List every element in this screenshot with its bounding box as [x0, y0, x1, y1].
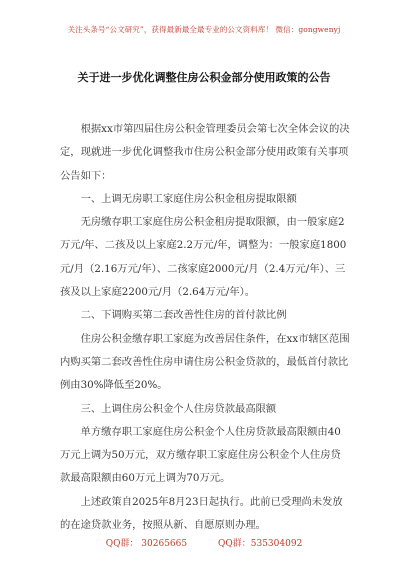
section-heading-3: 三、上调住房公积金个人住房贷款最高限额 — [80, 402, 277, 415]
section-body-3: 单方缴存职工家庭住房公积金个人住房贷款最高限额由40万元上调为50万元，双方缴存职工家庭住房公积金个人住房贷款最高限额由60万元上调为70万元。 — [60, 425, 341, 485]
section-heading-2: 二、下调购买第二套改善性住房的首付款比例 — [80, 309, 287, 322]
section-body-2: 住房公积金缴存职工家庭为改善居住条件，在xx市辖区范围内购买第二套改善性住房申请住房公积金贷款的，最低首付款比例由30%降低至20%。 — [60, 332, 350, 392]
document-body — [60, 118, 350, 537]
section-body-1: 无房缴存职工家庭住房公积金租房提取限额，由一般家庭2万元/年、二孩及以上家庭2.2万元/年，调整为：一般家庭1800元/月（2.16万元/年）、二孩家庭2000元/月（2.4万元/年）、三孩及以上家庭2200元/月（2.64万元/年）。 — [60, 216, 347, 299]
footer-qq-group-2: QQ群：535304092 — [218, 539, 303, 549]
intro-paragraph: 根据xx市第四届住房公积金管理委员会第七次全体会议的决定，现就进一步优化调整我市住房公积金部分使用政策有关事项公告如下： — [60, 123, 350, 182]
closing-paragraph: 上述政策自2025年8月23日起执行。此前已受理尚未发放的在途贷款业务，按照从新、自愿原则办理。 — [60, 495, 343, 532]
document-title: 关于进一步优化调整住房公积金部分使用政策的公告 — [77, 71, 331, 84]
header-note: 关注头条号“公文研究”，获得最新最全最专业的公文资料库！ 微信：gongwenyj — [67, 25, 341, 34]
section-heading-1: 一、上调无房职工家庭住房公积金租房提取限额 — [80, 192, 297, 205]
footer — [0, 536, 408, 549]
footer-qq-group-1: QQ群： 30265665 — [105, 539, 188, 549]
